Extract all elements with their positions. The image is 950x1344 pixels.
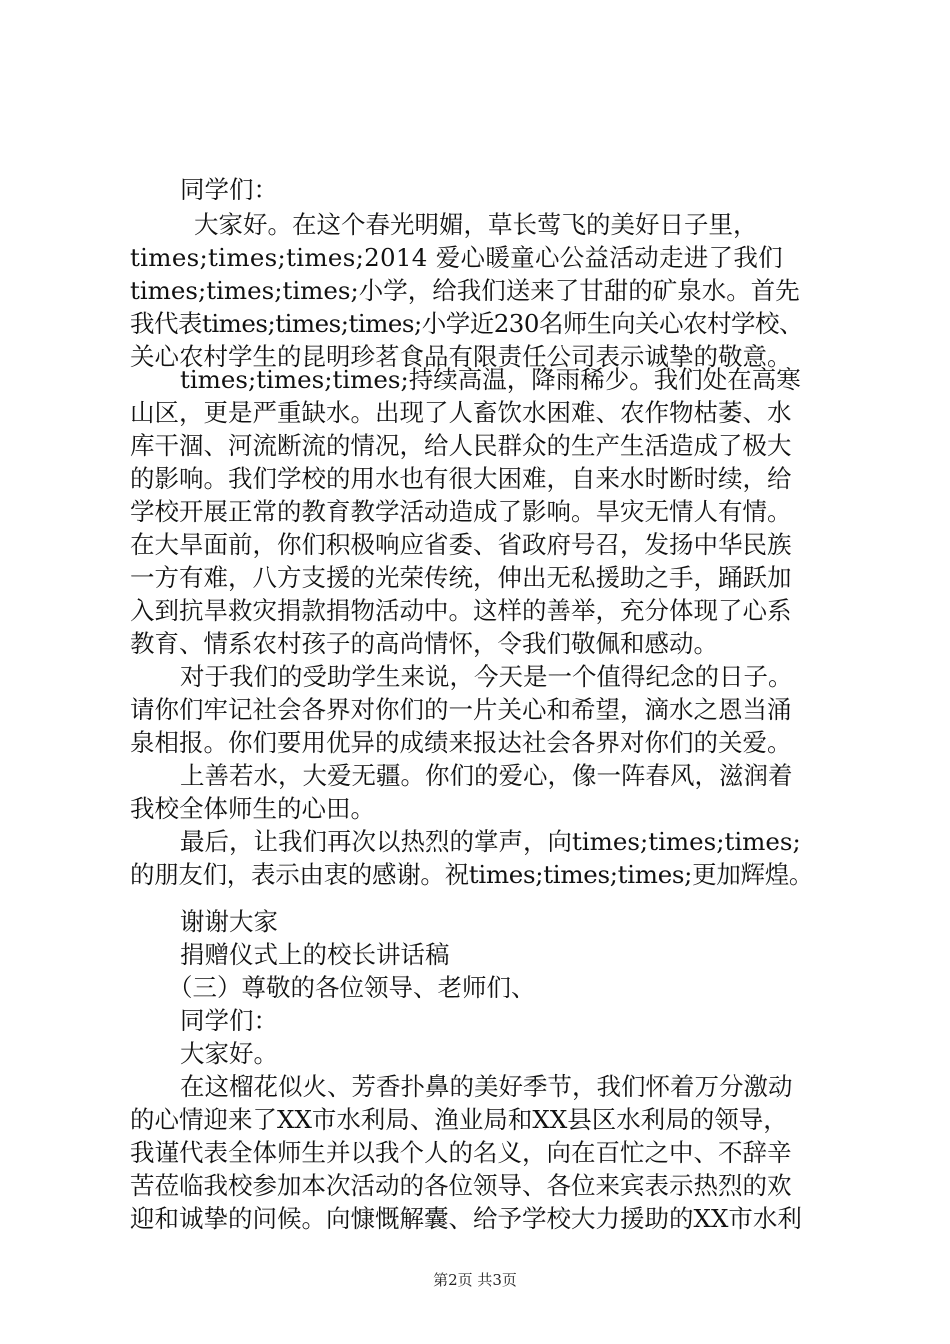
page-number-footer: 第2页 共3页 (433, 1271, 517, 1289)
body-line: 在这榴花似火、芳香扑鼻的美好季节，我们怀着万分激动 (180, 1072, 793, 1101)
body-line: times;times;times;小学，给我们送来了甘甜的矿泉水。首先 (130, 276, 800, 305)
body-line: 的影响。我们学校的用水也有很大困难，自来水时断时续，给 (130, 464, 792, 493)
body-line: 学校开展正常的教育教学活动造成了影响。旱灾无情人有情。 (130, 497, 792, 526)
salutation-line: 同学们： (180, 175, 278, 204)
body-line: 最后，让我们再次以热烈的掌声，向times;times;times; (180, 827, 801, 856)
salutation-line: 同学们： (180, 1006, 278, 1035)
body-line: 一方有难，八方支援的光荣传统，伸出无私援助之手，踊跃加 (130, 563, 792, 592)
body-line: 的心情迎来了XX市水利局、渔业局和XX县区水利局的领导， (130, 1105, 788, 1134)
body-line: 大家好。在这个春光明媚，草长莺飞的美好日子里， (194, 210, 758, 239)
body-line: 请你们牢记社会各界对你们的一片关心和希望，滴水之恩当涌 (130, 695, 792, 724)
body-line: 的朋友们，表示由衷的感谢。祝times;times;times;更加辉煌。 (130, 860, 814, 889)
body-line: 库干涸、河流断流的情况，给人民群众的生产生活造成了极大 (130, 431, 792, 460)
body-line: 我谨代表全体师生并以我个人的名义，向在百忙之中、不辞辛 (130, 1138, 792, 1167)
body-line: 教育、情系农村孩子的高尚情怀，令我们敬佩和感动。 (130, 629, 718, 658)
body-line: times;times;times;持续高温，降雨稀少。我们处在高寒 (180, 365, 801, 394)
body-line: 在大旱面前，你们积极响应省委、省政府号召，发扬中华民族 (130, 530, 792, 559)
body-line: 对于我们的受助学生来说，今天是一个值得纪念的日子。 (180, 662, 793, 691)
body-line: 关心农村学生的昆明珍茗食品有限责任公司表示诚挚的敬意。 (130, 342, 792, 371)
body-line: 上善若水，大爱无疆。你们的爱心，像一阵春风，滋润着 (180, 761, 793, 790)
section-title: 捐赠仪式上的校长讲话稿 (180, 940, 450, 969)
closing-line: 谢谢大家 (180, 907, 278, 936)
greeting-line: 大家好。 (180, 1039, 278, 1068)
body-line: 山区，更是严重缺水。出现了人畜饮水困难、农作物枯萎、水 (130, 398, 792, 427)
body-line: 入到抗旱救灾捐款捐物活动中。这样的善举，充分体现了心系 (130, 596, 792, 625)
body-line: 泉相报。你们要用优异的成绩来报达社会各界对你们的关爱。 (130, 728, 792, 757)
body-line: 我校全体师生的心田。 (130, 794, 375, 823)
body-line: 迎和诚挚的问候。向慷慨解囊、给予学校大力援助的XX市水利 (130, 1204, 802, 1233)
section-heading: （三）尊敬的各位领导、老师们、 (168, 973, 536, 1002)
body-line: 苦莅临我校参加本次活动的各位领导、各位来宾表示热烈的欢 (130, 1171, 792, 1200)
body-line: times;times;times;2014 爱心暖童心公益活动走进了我们 (130, 243, 783, 272)
body-line: 我代表times;times;times;小学近230名师生向关心农村学校、 (130, 309, 803, 338)
